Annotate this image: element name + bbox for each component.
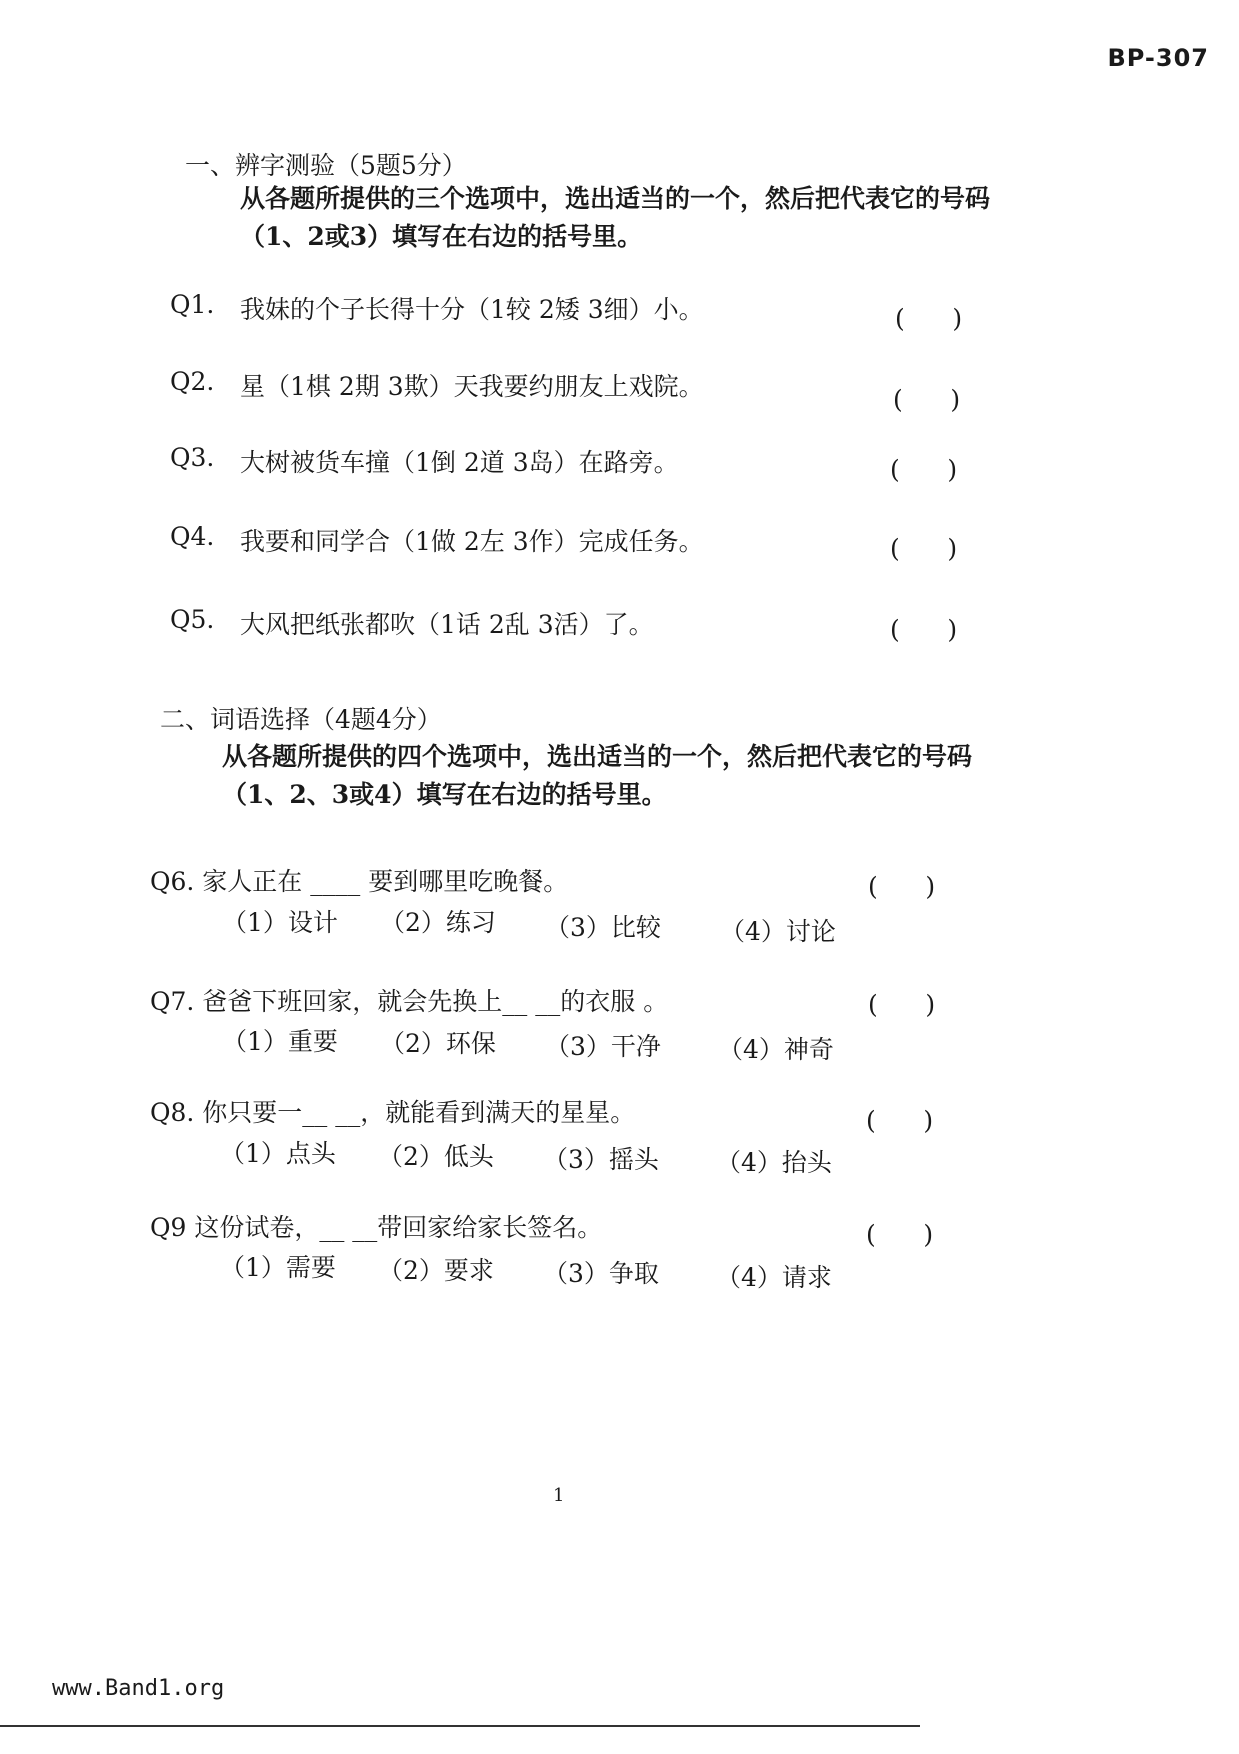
- option-1: （1）需要: [220, 1253, 336, 1282]
- answer-blank[interactable]: ( ): [895, 304, 963, 333]
- answer-blank[interactable]: ( ): [890, 455, 958, 484]
- option-1: （1）重要: [222, 1027, 338, 1056]
- answer-blank[interactable]: ( ): [890, 615, 958, 644]
- option-4: （4）讨论: [720, 917, 836, 946]
- option-1: （1）点头: [220, 1139, 336, 1168]
- question-q3: [0, 443, 1239, 483]
- page-number: 1: [553, 1485, 565, 1506]
- question-number: Q4.: [170, 522, 215, 551]
- answer-blank[interactable]: ( ): [890, 534, 958, 563]
- question-text: 我妹的个子长得十分（1较 2矮 3细）小。: [240, 295, 704, 324]
- page-code: BP-307: [1107, 44, 1209, 72]
- option-2: （2）练习: [380, 908, 496, 937]
- footer-url[interactable]: www.Band1.org: [52, 1676, 225, 1701]
- answer-blank[interactable]: ( ): [866, 1220, 934, 1249]
- question-q5: [0, 605, 1239, 645]
- section1-instruction: 从各题所提供的三个选项中，选出适当的一个，然后把代表它的号码（1、2或3）填写在右边的括号里。: [240, 184, 991, 251]
- question-number: Q2.: [170, 367, 215, 396]
- answer-blank[interactable]: ( ): [866, 1106, 934, 1135]
- section2-instruction: 从各题所提供的四个选项中，选出适当的一个，然后把代表它的号码（1、2、3或4）填写在右边的括号里。: [222, 742, 973, 809]
- question-text: 星（1棋 2期 3欺）天我要约朋友上戏院。: [240, 372, 704, 401]
- option-2: （2）低头: [378, 1142, 494, 1171]
- section1-title: 一、辨字测验（5题5分）: [185, 151, 467, 180]
- footer-rule: [0, 1725, 920, 1727]
- option-4: （4）神奇: [718, 1035, 834, 1064]
- option-2: （2）环保: [380, 1029, 496, 1058]
- question-q1: [0, 290, 1239, 333]
- question-q2: [0, 367, 1239, 414]
- option-3: （3）争取: [543, 1259, 659, 1288]
- answer-blank[interactable]: ( ): [868, 872, 936, 901]
- answer-blank[interactable]: ( ): [868, 990, 936, 1019]
- option-4: （4）请求: [716, 1263, 832, 1292]
- question-stem: Q9 这份试卷，__ __带回家给家长签名。: [150, 1213, 603, 1242]
- option-1: （1）设计: [222, 908, 338, 937]
- question-text: 我要和同学合（1做 2左 3作）完成任务。: [240, 527, 704, 556]
- option-3: （3）比较: [545, 913, 661, 942]
- question-number: Q5.: [170, 605, 215, 634]
- question-stem: Q7. 爸爸下班回家，就会先换上__ __的衣服 。: [150, 987, 669, 1016]
- section2-title: 二、词语选择（4题4分）: [160, 705, 442, 734]
- answer-blank[interactable]: ( ): [893, 385, 961, 414]
- option-2: （2）要求: [378, 1256, 494, 1285]
- question-number: Q3.: [170, 443, 215, 472]
- option-4: （4）抬头: [716, 1148, 832, 1177]
- option-3: （3）干净: [545, 1032, 661, 1061]
- question-text: 大风把纸张都吹（1话 2乱 3活）了。: [240, 610, 654, 639]
- question-stem: Q8. 你只要一__ __，就能看到满天的星星。: [150, 1098, 636, 1127]
- option-3: （3）摇头: [543, 1145, 659, 1174]
- question-text: 大树被货车撞（1倒 2道 3岛）在路旁。: [240, 448, 679, 477]
- question-number: Q1.: [170, 290, 215, 319]
- question-q4: [0, 522, 1239, 562]
- question-stem: Q6. 家人正在 ____ 要到哪里吃晚餐。: [150, 867, 569, 896]
